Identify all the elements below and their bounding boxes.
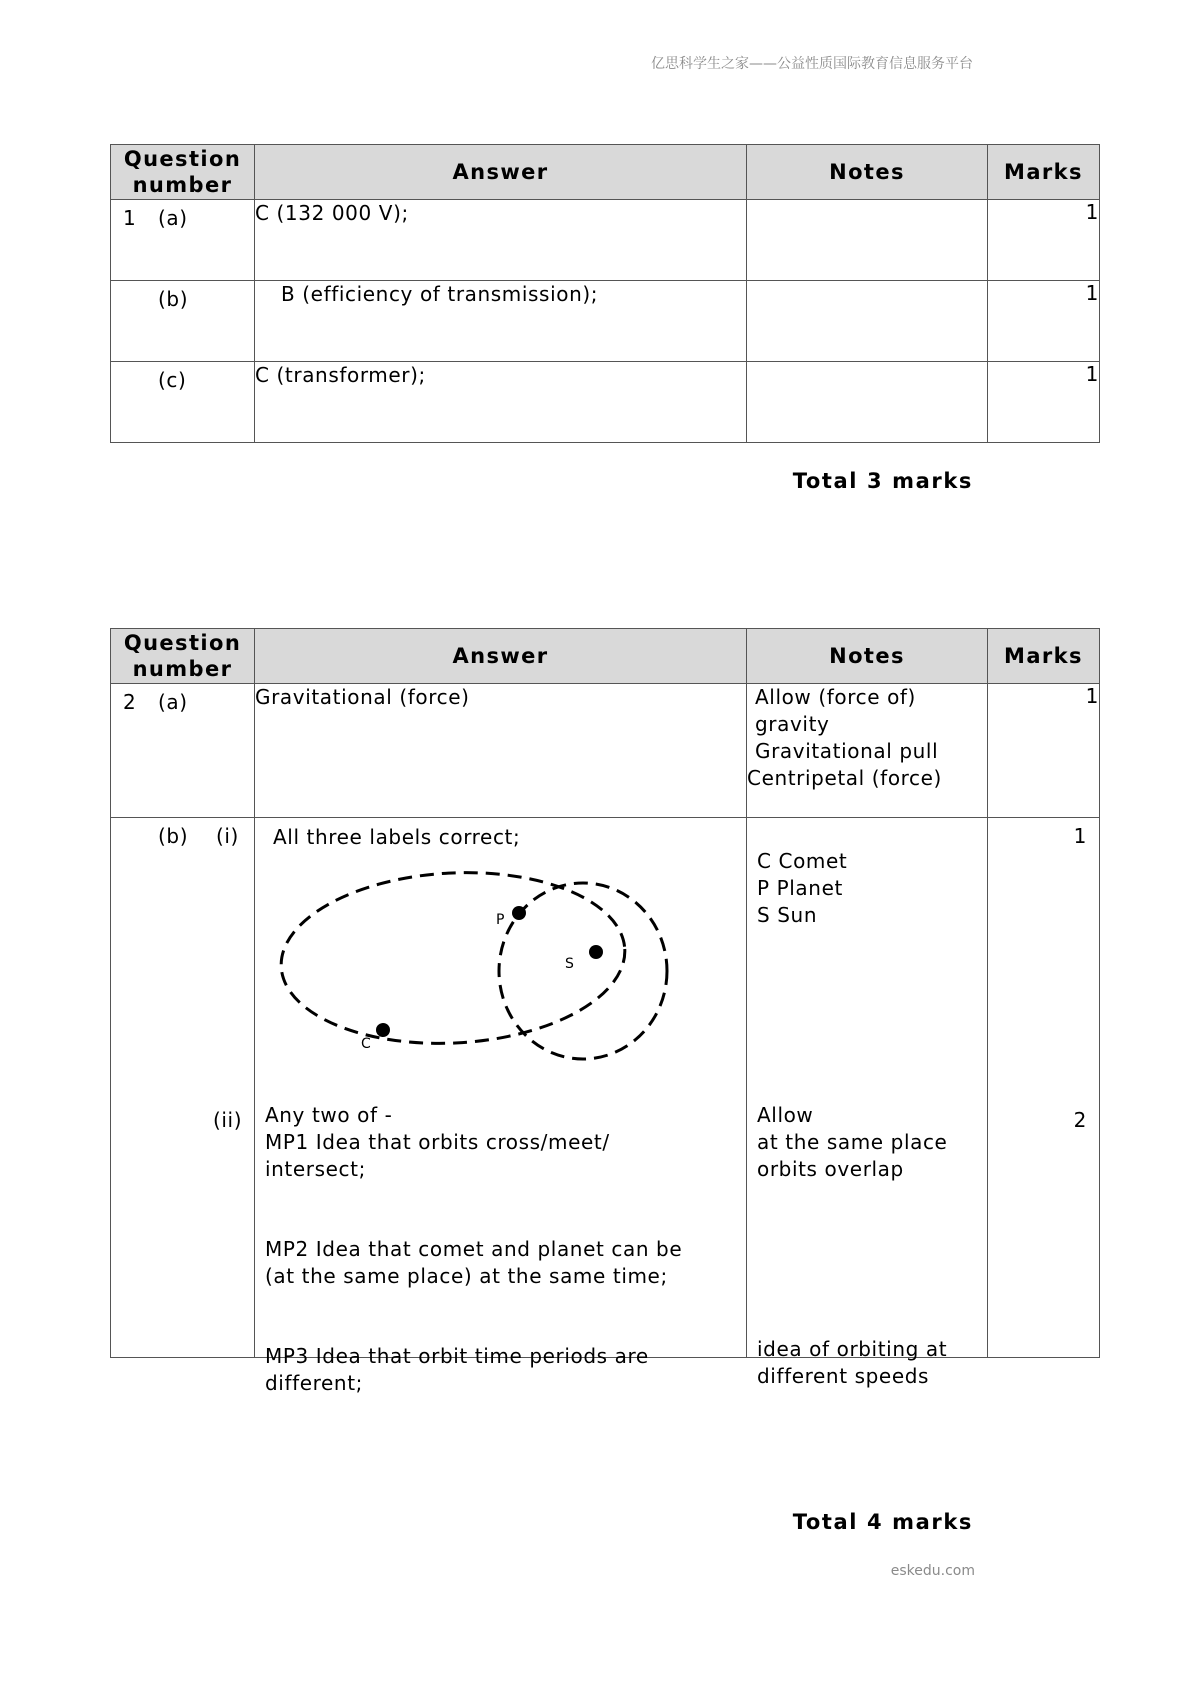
notes-cell [747, 281, 988, 362]
note-line: Centripetal (force) [747, 766, 942, 790]
notes-cell [747, 818, 988, 1388]
answer-intro: Any two of - [265, 1103, 393, 1127]
table-row [111, 200, 1100, 281]
question-part: (a) [158, 206, 188, 230]
comet-label: C [361, 1036, 372, 1052]
question-subpart: (ii) [213, 1108, 243, 1132]
table-row [111, 684, 1100, 818]
marks-cell: 1 [988, 362, 1100, 443]
q2-table [110, 628, 1100, 1395]
notes-cell [747, 362, 988, 443]
marking-point: MP2 Idea that comet and planet can be (at the same place) at the same time; [265, 1237, 683, 1288]
marks-cell: 1 [988, 281, 1100, 362]
column-header-question: Question number [111, 145, 255, 200]
q1-total: Total 3 marks [792, 469, 973, 493]
sun-dot [589, 945, 603, 959]
marks-cell: 1 [988, 684, 1100, 818]
note-line: P Planet [757, 876, 843, 900]
page-footer: eskedu.com [890, 1563, 975, 1579]
notes-labels [757, 848, 847, 929]
question-subpart: (i) [216, 824, 239, 848]
sun-label: S [565, 956, 575, 972]
marks-cell: 1 [988, 200, 1100, 281]
answer-list [265, 1102, 705, 1397]
note-line: Gravitational pull [755, 739, 939, 763]
orbit-diagram [263, 870, 703, 1090]
answer-text: All three labels correct; [273, 825, 521, 849]
table-row [111, 362, 1100, 443]
notes-mp1 [757, 1102, 947, 1183]
note-line: S Sun [757, 903, 818, 927]
marking-point: MP3 Idea that orbit time periods are different; [265, 1344, 649, 1395]
answer-cell: Gravitational (force) [255, 684, 747, 818]
marking-point: MP1 Idea that orbits cross/meet/ intersect; [265, 1130, 610, 1181]
column-header-marks: Marks [988, 629, 1100, 684]
table-row [111, 818, 1100, 1358]
planet-label: P [496, 912, 506, 928]
note-line: at the same place [757, 1130, 948, 1154]
question-part: (b) [158, 824, 189, 848]
answer-cell: C (transformer); [255, 362, 747, 443]
page-header: 亿思科学生之家——公益性质国际教育信息服务平台 [651, 56, 973, 72]
q2-total: Total 4 marks [792, 1510, 973, 1534]
marks-cell [988, 818, 1100, 1358]
notes-mp3: idea of orbiting at different speeds [757, 1337, 948, 1388]
note-line: C Comet [757, 849, 848, 873]
table-row [111, 281, 1100, 362]
question-number: 1 [123, 206, 137, 230]
comet-orbit [277, 870, 629, 1052]
note-line: orbits overlap [757, 1157, 904, 1181]
marks-value: 1 [1073, 824, 1087, 848]
question-part: (a) [158, 690, 188, 714]
note-line: Allow (force of) gravity [755, 685, 916, 736]
column-header-notes: Notes [747, 145, 988, 200]
q1-table [110, 144, 1100, 443]
answer-cell [255, 818, 747, 1395]
note-line: Allow [757, 1103, 814, 1127]
column-header-marks: Marks [988, 145, 1100, 200]
comet-dot [376, 1023, 390, 1037]
answer-cell: B (efficiency of transmission); [255, 281, 747, 362]
planet-dot [512, 906, 526, 920]
notes-cell [747, 684, 988, 818]
answer-cell: C (132 000 V); [255, 200, 747, 281]
column-header-notes: Notes [747, 629, 988, 684]
question-number: 2 [123, 690, 137, 714]
column-header-answer: Answer [255, 145, 747, 200]
marks-value: 2 [1073, 1108, 1087, 1132]
question-part: (b) [158, 287, 189, 311]
column-header-answer: Answer [255, 629, 747, 684]
notes-cell [747, 200, 988, 281]
question-part: (c) [158, 368, 187, 392]
column-header-question: Question number [111, 629, 255, 684]
